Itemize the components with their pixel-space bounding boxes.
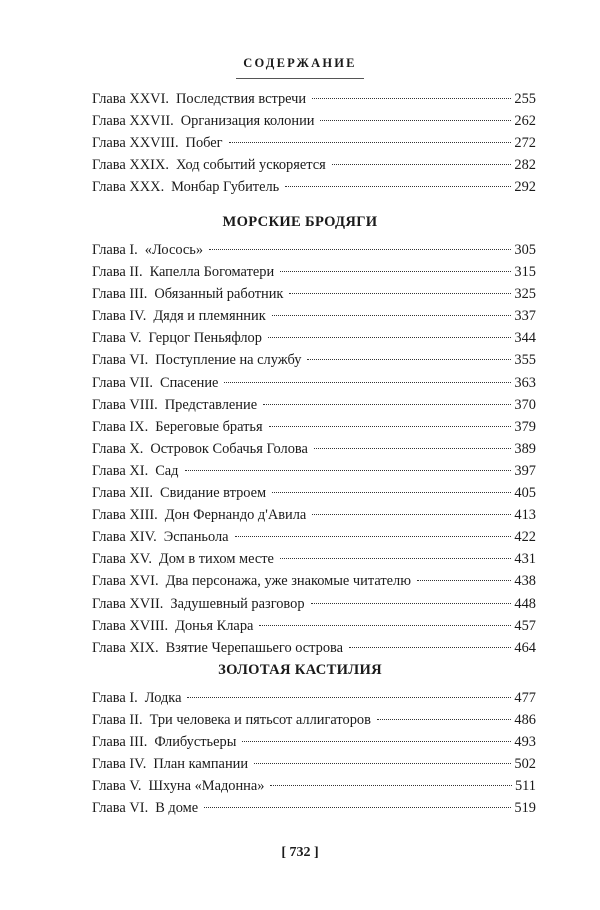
dot-leader (280, 558, 511, 559)
page-ref: 355 (514, 352, 536, 369)
page-ref: 363 (514, 374, 536, 391)
chapter-title: Шхуна «Мадонна» (148, 778, 265, 795)
page-ref: 379 (514, 418, 536, 435)
toc-entry (92, 734, 536, 756)
chapter-title: Эспаньола (163, 529, 229, 546)
page-ref: 337 (514, 308, 536, 325)
chapter-title: Береговые братья (155, 418, 263, 435)
chapter-number: Глава VI. (92, 352, 149, 369)
page-ref: 493 (514, 734, 536, 751)
page-ref: 477 (514, 690, 536, 706)
chapter-number: Глава V. (92, 330, 142, 347)
chapter-title: Монбар Губитель (171, 179, 280, 196)
dot-leader (332, 164, 512, 165)
page-ref: 431 (514, 551, 536, 568)
page-ref: 315 (514, 264, 536, 281)
chapter-title: Герцог Пеньяфлор (148, 330, 262, 347)
toc-entry (92, 157, 536, 179)
dot-leader (312, 514, 511, 515)
toc-entry (92, 756, 536, 778)
chapter-number: Глава XIV. (92, 529, 157, 546)
page-ref: 464 (514, 639, 536, 656)
chapter-number: Глава I. (92, 690, 138, 706)
chapter-title: Спасение (159, 374, 219, 391)
page-ref: 511 (514, 778, 536, 795)
toc-entry (92, 286, 536, 308)
dot-leader (270, 785, 511, 786)
dot-leader (254, 763, 511, 764)
toc-entry (92, 529, 536, 551)
toc-entry (92, 179, 536, 201)
section-title-zolotaya-kastiliya: ЗОЛОТАЯ КАСТИЛИЯ (218, 662, 382, 678)
dot-leader (417, 580, 511, 581)
chapter-number: Глава XXX. (92, 179, 165, 196)
dot-leader (272, 492, 511, 493)
dot-leader (229, 142, 512, 143)
page-ref: 448 (514, 595, 536, 612)
chapter-number: Глава IX. (92, 418, 149, 435)
dot-leader (185, 470, 512, 471)
chapter-title: Представление (164, 396, 258, 413)
toc-entry (92, 551, 536, 573)
page-ref: 405 (514, 485, 536, 502)
page-ref: 422 (514, 529, 536, 546)
chapter-number: Глава XXIX. (92, 157, 169, 174)
chapter-title: Организация колонии (180, 113, 315, 130)
toc-entry (92, 507, 536, 529)
dot-leader (242, 741, 511, 742)
toc-list-continued (92, 91, 536, 201)
chapter-title: Дядя и племянник (153, 308, 266, 325)
toc-entry (92, 712, 536, 734)
toc-entry (92, 419, 536, 441)
toc-entry (92, 91, 536, 113)
dot-leader (314, 448, 512, 449)
header-rule (236, 78, 364, 79)
chapter-title: Донья Клара (175, 617, 254, 634)
chapter-title: Островок Собачья Голова (150, 440, 308, 457)
chapter-title: Побег (185, 135, 223, 152)
page-ref: 262 (514, 113, 536, 130)
dot-leader (312, 98, 511, 99)
dot-leader (187, 697, 511, 698)
chapter-title: Обязанный работник (154, 286, 284, 303)
dot-leader (259, 625, 511, 626)
dot-leader (280, 271, 511, 272)
page-ref: 519 (514, 800, 536, 817)
toc-entry (92, 375, 536, 397)
chapter-title: «Лосось» (144, 242, 204, 258)
chapter-number: Глава II. (92, 264, 143, 281)
chapter-title: План кампании (153, 756, 249, 773)
page-ref: 325 (514, 286, 536, 303)
toc-entry (92, 573, 536, 595)
chapter-title: Ход событий ускоряется (175, 157, 326, 174)
toc-entry (92, 397, 536, 419)
page-ref: 457 (514, 617, 536, 634)
chapter-title: Два персонажа, уже знакомые читателю (165, 573, 411, 590)
toc-entry (92, 113, 536, 135)
chapter-title: Дом в тихом месте (158, 551, 274, 568)
dot-leader (377, 719, 512, 720)
page-ref: 413 (514, 507, 536, 524)
chapter-number: Глава III. (92, 286, 148, 303)
chapter-number: Глава X. (92, 440, 144, 457)
dot-leader (307, 359, 511, 360)
page-ref: 486 (514, 712, 536, 729)
chapter-title: Сад (155, 462, 179, 479)
chapter-title: Задушевный разговор (170, 595, 305, 612)
page-ref: 282 (514, 157, 536, 174)
chapter-number: Глава XVII. (92, 595, 164, 612)
toc-entry (92, 778, 536, 800)
chapter-number: Глава XVIII. (92, 617, 169, 634)
chapter-number: Глава XII. (92, 485, 153, 502)
dot-leader (320, 120, 511, 121)
dot-leader (204, 807, 511, 808)
chapter-title: Лодка (144, 690, 182, 706)
page-ref: 292 (514, 179, 536, 196)
dot-leader (268, 337, 511, 338)
toc-entry (92, 352, 536, 374)
dot-leader (349, 647, 511, 648)
chapter-title: Три человека и пятьсот аллигаторов (149, 712, 371, 729)
page-ref: 389 (514, 440, 536, 457)
chapter-title: Поступление на службу (155, 352, 302, 369)
toc-entry (92, 330, 536, 352)
toc-entry (92, 618, 536, 640)
toc-entry (92, 596, 536, 618)
chapter-number: Глава IV. (92, 756, 147, 773)
toc-entry (92, 135, 536, 157)
chapter-number: Глава II. (92, 712, 143, 729)
dot-leader (269, 426, 512, 427)
chapter-title: Капелла Богоматери (149, 264, 275, 281)
chapter-number: Глава I. (92, 242, 138, 258)
chapter-title: Свидание втроем (159, 485, 267, 502)
chapter-number: Глава XV. (92, 551, 152, 568)
toc-entry (92, 690, 536, 712)
dot-leader (311, 603, 512, 604)
chapter-number: Глава XXVIII. (92, 135, 179, 152)
page-ref: 502 (514, 756, 536, 773)
chapter-title: Дон Фернандо д'Авила (164, 507, 307, 524)
running-header: СОДЕРЖАНИЕ (243, 56, 357, 70)
toc-list-morskie-brodyagi (92, 242, 536, 662)
toc-entry (92, 463, 536, 485)
chapter-number: Глава VIII. (92, 396, 158, 413)
chapter-number: Глава XXVII. (92, 113, 174, 130)
chapter-number: Глава VI. (92, 800, 149, 817)
chapter-number: Глава XIII. (92, 507, 158, 524)
page-ref: 305 (514, 242, 536, 258)
dot-leader (285, 186, 511, 187)
chapter-number: Глава III. (92, 734, 148, 751)
chapter-number: Глава XI. (92, 462, 149, 479)
toc-entry (92, 264, 536, 286)
page-number: [ 732 ] (281, 845, 319, 860)
chapter-number: Глава V. (92, 778, 142, 795)
page-ref: 255 (514, 91, 536, 107)
chapter-number: Глава XXVI. (92, 91, 169, 107)
chapter-number: Глава XIX. (92, 639, 159, 656)
dot-leader (272, 315, 512, 316)
chapter-title: Флибустьеры (154, 734, 237, 751)
dot-leader (209, 249, 511, 250)
toc-entry (92, 485, 536, 507)
toc-entry (92, 640, 536, 662)
chapter-title: В доме (155, 800, 199, 817)
chapter-number: Глава VII. (92, 374, 153, 391)
toc-entry (92, 242, 536, 264)
chapter-number: Глава IV. (92, 308, 147, 325)
page-ref: 370 (514, 396, 536, 413)
page-ref: 397 (514, 462, 536, 479)
dot-leader (289, 293, 511, 294)
toc-entry (92, 441, 536, 463)
page-ref: 272 (514, 135, 536, 152)
chapter-title: Последствия встречи (175, 91, 307, 107)
page-ref: 438 (514, 573, 536, 590)
chapter-title: Взятие Черепашьего острова (165, 639, 344, 656)
chapter-number: Глава XVI. (92, 573, 159, 590)
dot-leader (263, 404, 511, 405)
dot-leader (224, 382, 511, 383)
page-ref: 344 (514, 330, 536, 347)
dot-leader (235, 536, 512, 537)
toc-entry (92, 800, 536, 822)
section-title-morskie-brodyagi: МОРСКИЕ БРОДЯГИ (222, 214, 378, 230)
toc-list-zolotaya-kastiliya (92, 690, 536, 823)
toc-entry (92, 308, 536, 330)
